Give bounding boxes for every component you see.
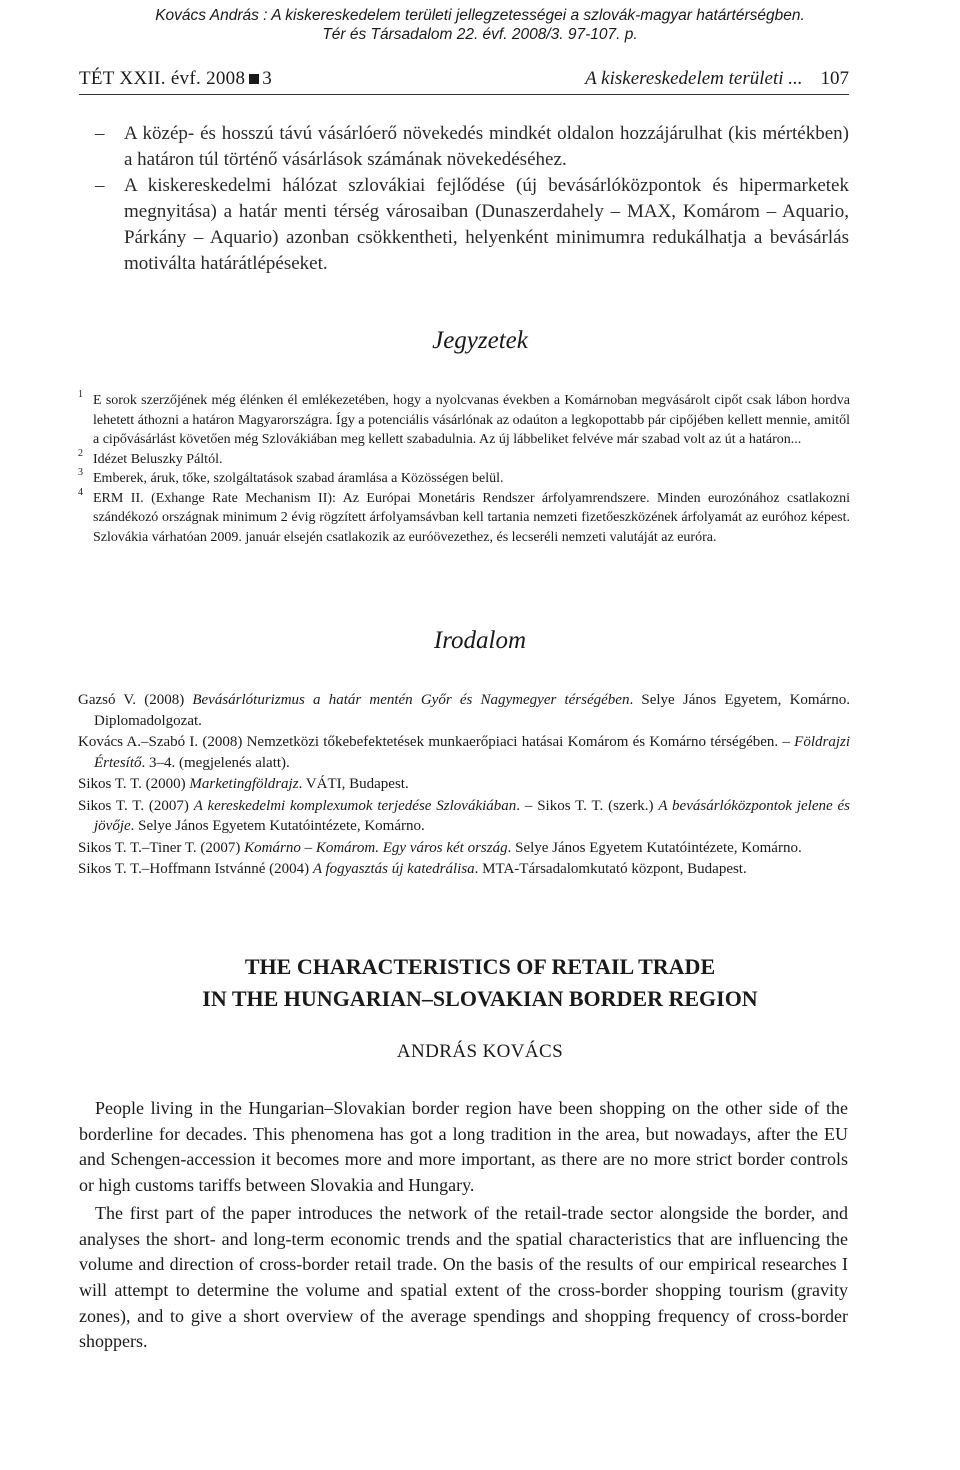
reference-item: Sikos T. T. (2000) Marketingföldrajz. VÁTI, Budapest. — [78, 776, 409, 792]
english-title-line-1: THE CHARACTERISTICS OF RETAIL TRADE — [244, 954, 716, 979]
list-item: – A közép- és hosszú távú vásárlóerő növekedés mindkét oldalon hozzájárulhat (kis mértékben) a határon túl történő vásárlások számának növekedéséhez. — [95, 123, 849, 170]
square-bullet-icon — [249, 74, 259, 84]
references-heading: Irodalom — [433, 627, 527, 654]
running-head-journal: TÉT XXII. évf. 2008 3 — [79, 68, 273, 89]
reference-item: Kovács A.–Szabó I. (2008) Nemzetközi tőkebefektetések munkaerőpiaci hatásai Komárom és Komárno térségében. – Földrajzi Értesítő. 3–4. (megjelenés alatt). — [78, 734, 850, 771]
references — [78, 690, 850, 881]
english-title — [0, 951, 960, 1015]
list-item: – A kiskereskedelmi hálózat szlovákiai fejlődése (új bevásárlóközpontok és hipermarketek megnyitása) a határ menti térség városaiban (Dunaszerdahely – MAX, Komárom – Aquario, Párkány – Aquario) azonban csökkentheti, helyenként minimumra redukálhatja a bevásárlás motiválta határátlépéseket. — [95, 175, 849, 274]
footnote: 3 Emberek, áruk, tőke, szolgáltatások szabad áramlása a Közösségen belül. — [78, 467, 504, 486]
abstract-paragraph: People living in the Hungarian–Slovakian border region have been shopping on the other side of the borderline for decades. This phenomena has got a long tradition in the area, but nowadays, after the EU and Schengen-accession it becomes more and more important, as there are no more strict border controls or high customs tariffs between Slovakia and Hungary. — [79, 1098, 848, 1196]
notes-heading: Jegyzetek — [432, 327, 528, 354]
page-number: 107 — [820, 68, 849, 89]
citation-line-2: Tér és Társadalom 22. évf. 2008/3. 97-107. p. — [322, 26, 638, 43]
footnote: 4 ERM II. (Exhange Rate Mechanism II): Az Európai Monetáris Rendszer árfolyamrendszere. Minden eurozónához csatlakozni szándékozó országnak minimum 2 évig rögzített árfolyamsávban kell tartania nemzeti fizetőeszközének árfolyamát az euróhoz képest. Szlovákia várhatóan 2009. január elsején csatlakozik az euróövezethez, és lecseréli nemzeti valutáját az euróra. — [78, 486, 850, 545]
reference-item: Gazsó V. (2008) Bevásárlóturizmus a határ mentén Győr és Nagymegyer térségében. Selye János Egyetem, Komárno. Diplomadolgozat. — [78, 692, 850, 729]
english-abstract — [79, 1096, 848, 1355]
footnote: 1 E sorok szerzőjének még élénken él emlékezetében, hogy a nyolcvanas években a Komárnoban megvásárolt cipőt csak lábon hordva lehetett áthozni a határon Magyarországra. Így a potenciális vásárlónak az odaúton a legkopottabb pár cipőjében kellett mennie, amitől a cipővásárlást követően még Szlovákiában meg kellett szabadulnia. Az új lábbeliket felvéve már szabad volt az út a határon... — [78, 389, 850, 447]
running-head-title: A kiskereskedelem területi ... — [585, 68, 803, 89]
running-head-right — [585, 68, 849, 90]
reference-item: Sikos T. T. (2007) A kereskedelmi komplexumok terjedése Szlovákiában. – Sikos T. T. (szerk.) A bevásárlóközpontok jelene és jövője. Selye János Egyetem Kutatóintézete, Komárno. — [78, 797, 850, 834]
citation-header — [0, 6, 960, 44]
reference-item: Sikos T. T.–Tiner T. (2007) Komárno – Komárom. Egy város két ország. Selye János Egyetem Kutatóintézete, Komárno. — [78, 839, 802, 856]
english-title-line-2: IN THE HUNGARIAN–SLOVAKIAN BORDER REGION — [202, 986, 758, 1011]
bullet-list — [77, 121, 849, 277]
reference-item: Sikos T. T.–Hoffmann Istvánné (2004) A fogyasztás új katedrálisa. MTA-Társadalomkutató központ, Budapest. — [78, 861, 747, 877]
english-author: ANDRÁS KOVÁCS — [396, 1041, 564, 1062]
abstract-paragraph: The first part of the paper introduces the network of the retail-trade sector alongside the border, and analyses the short- and long-term economic trends and the spatial characteristics that are influencing the volume and direction of cross-border retail trade. On the basis of the results of our empirical researches I will attempt to determine the volume and spatial extent of the cross-border shopping tourism (gravity zones), and to give a short overview of the average spendings and shopping frequency of cross-border shoppers. — [79, 1202, 848, 1352]
footnotes — [78, 391, 850, 547]
citation-line-1: Kovács András : A kiskereskedelem területi jellegzetességei a szlovák-magyar határtérségben. — [155, 7, 805, 24]
footnote: 2 Idézet Beluszky Páltól. — [78, 447, 223, 467]
running-head — [79, 64, 849, 95]
